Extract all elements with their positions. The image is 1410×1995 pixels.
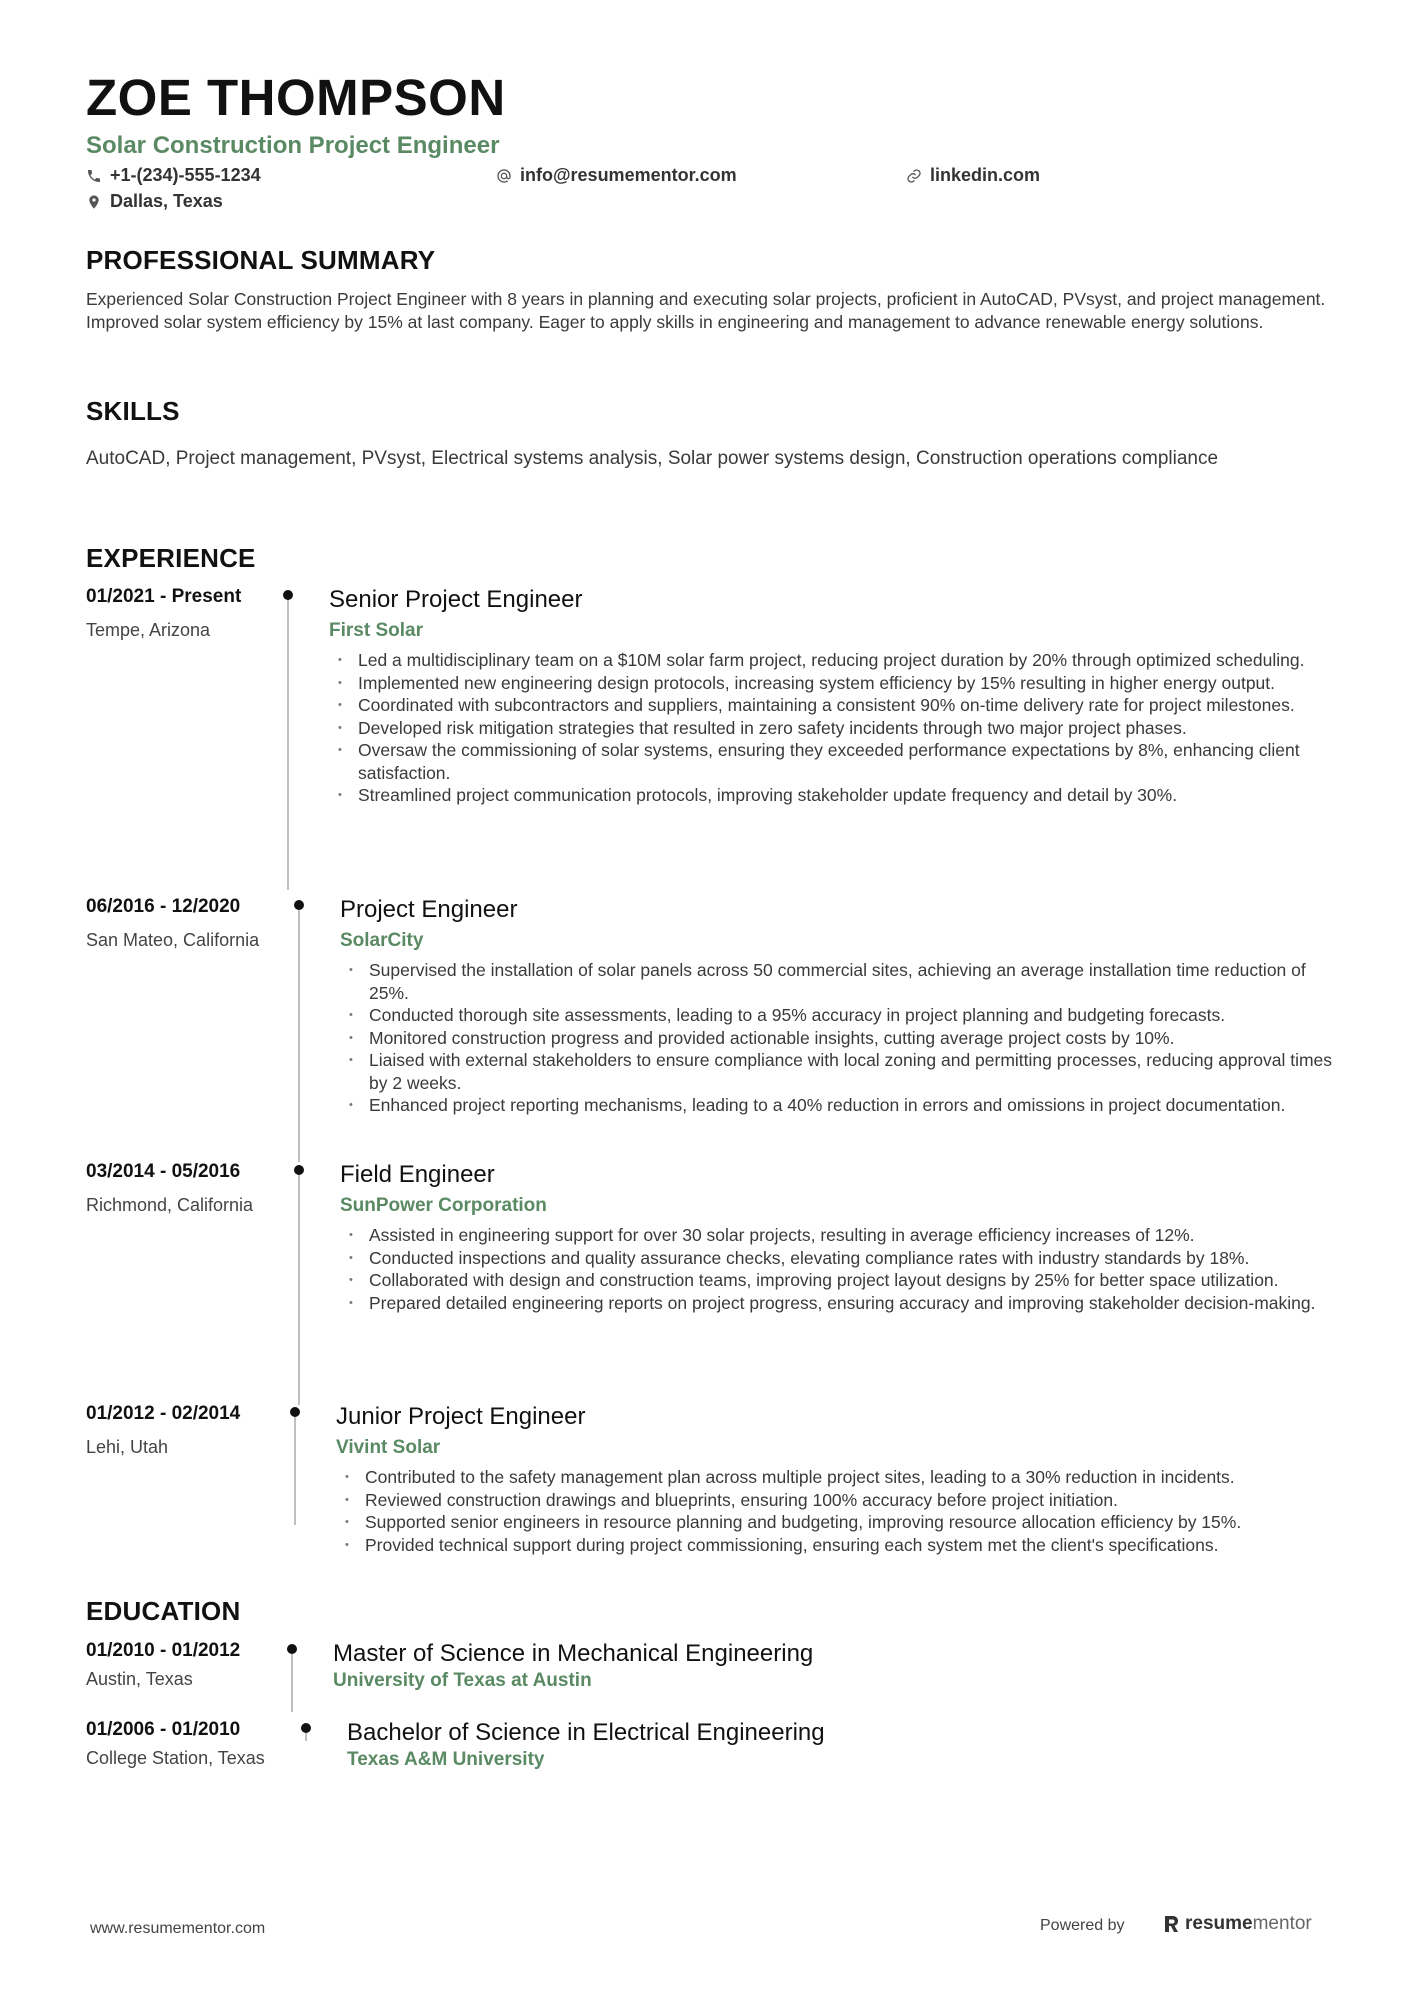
- edu-degree: Bachelor of Science in Electrical Engineering: [347, 1719, 825, 1746]
- job-bullet: • Liaised with external stakeholders to ensure compliance with local zoning and permitting processes, reducing approval times by 2 weeks.: [347, 1049, 1347, 1094]
- timeline-dot: [283, 590, 293, 600]
- job-bullet: • Provided technical support during project commissioning, ensuring each system met the client's specifications.: [343, 1534, 1363, 1557]
- location-text: Dallas, Texas: [110, 191, 223, 211]
- job-bullet: • Collaborated with design and construction teams, improving project layout designs by 25% for better space utilization.: [347, 1269, 1347, 1292]
- summary-heading: PROFESSIONAL SUMMARY: [86, 245, 436, 275]
- job-bullets: [336, 649, 1336, 807]
- job-company: Vivint Solar: [336, 1437, 441, 1458]
- timeline-line: [287, 600, 289, 890]
- email-text: info@resumementor.com: [520, 165, 737, 185]
- timeline-dot: [294, 1165, 304, 1175]
- link-icon: [906, 168, 922, 184]
- job-company: SolarCity: [340, 930, 424, 951]
- job-bullet: • Supervised the installation of solar panels across 50 commercial sites, achieving an average installation time reduction of 25%.: [347, 959, 1347, 1004]
- timeline-line: [298, 910, 300, 1162]
- job-bullet: • Assisted in engineering support for over 30 solar projects, resulting in average efficiency increases of 12%.: [347, 1224, 1347, 1247]
- footer-powered-by: Powered by: [1040, 1917, 1125, 1934]
- timeline-dot: [290, 1407, 300, 1417]
- job-bullet: • Developed risk mitigation strategies that resulted in zero safety incidents through two major project phases.: [336, 717, 1336, 740]
- job-title: Senior Project Engineer: [329, 586, 583, 613]
- job-bullet: • Streamlined project communication protocols, improving stakeholder update frequency and detail by 30%.: [336, 784, 1336, 807]
- brand-name-bold: resume: [1185, 1913, 1253, 1934]
- footer-brand-logo[interactable]: [1163, 1913, 1312, 1935]
- job-bullets: [347, 1224, 1347, 1314]
- contact-linkedin[interactable]: [906, 165, 1040, 186]
- job-bullet: • Coordinated with subcontractors and suppliers, maintaining a consistent 90% on-time delivery rate for project milestones.: [336, 694, 1336, 717]
- job-company: SunPower Corporation: [340, 1195, 547, 1216]
- job-dates: 06/2016 - 12/2020: [86, 896, 241, 917]
- job-bullet: • Implemented new engineering design protocols, increasing system efficiency by 15% resulting in higher energy output.: [336, 672, 1336, 695]
- brand-name-light: mentor: [1252, 1913, 1312, 1934]
- job-title: Field Engineer: [340, 1161, 495, 1188]
- job-bullet: • Reviewed construction drawings and blueprints, ensuring 100% accuracy before project initiation.: [343, 1489, 1363, 1512]
- job-dates: 03/2014 - 05/2016: [86, 1161, 241, 1182]
- job-title: Project Engineer: [340, 896, 518, 923]
- edu-school: Texas A&M University: [347, 1749, 545, 1770]
- job-title: Junior Project Engineer: [336, 1403, 586, 1430]
- candidate-name: ZOE THOMPSON: [86, 69, 506, 126]
- contact-email[interactable]: [496, 165, 737, 186]
- edu-dates: 01/2010 - 01/2012: [86, 1640, 241, 1661]
- footer-website-link[interactable]: www.resumementor.com: [90, 1920, 266, 1937]
- job-location: Richmond, California: [86, 1195, 254, 1215]
- job-dates: 01/2021 - Present: [86, 586, 242, 607]
- experience-heading: EXPERIENCE: [86, 543, 256, 573]
- job-bullet: • Monitored construction progress and provided actionable insights, cutting average project costs by 10%.: [347, 1027, 1347, 1050]
- at-icon: [496, 168, 512, 184]
- edu-dates: 01/2006 - 01/2010: [86, 1719, 241, 1740]
- phone-icon: [86, 168, 102, 184]
- job-dates: 01/2012 - 02/2014: [86, 1403, 241, 1424]
- education-heading: EDUCATION: [86, 1596, 241, 1626]
- timeline-dot: [301, 1723, 311, 1733]
- job-bullet: • Contributed to the safety management plan across multiple project sites, leading to a 30% reduction in incidents.: [343, 1466, 1363, 1489]
- timeline-line: [291, 1654, 293, 1712]
- location-pin-icon: [86, 194, 102, 210]
- job-bullet: • Supported senior engineers in resource planning and budgeting, improving resource allocation efficiency by 15%.: [343, 1511, 1363, 1534]
- job-bullets: [343, 1466, 1363, 1556]
- job-bullet: • Conducted thorough site assessments, leading to a 95% accuracy in project planning and budgeting forecasts.: [347, 1004, 1347, 1027]
- job-company: First Solar: [329, 620, 423, 641]
- edu-location: College Station, Texas: [86, 1748, 265, 1768]
- job-bullets: [347, 959, 1347, 1117]
- job-location: Lehi, Utah: [86, 1437, 169, 1457]
- job-bullet: • Prepared detailed engineering reports on project progress, ensuring accuracy and improving stakeholder decision-making.: [347, 1292, 1347, 1315]
- timeline-dot: [294, 900, 304, 910]
- contact-phone: [86, 165, 261, 186]
- job-bullet: • Enhanced project reporting mechanisms, leading to a 40% reduction in errors and omissions in project documentation.: [347, 1094, 1347, 1117]
- edu-school: University of Texas at Austin: [333, 1670, 592, 1691]
- edu-location: Austin, Texas: [86, 1669, 193, 1689]
- job-location: Tempe, Arizona: [86, 620, 211, 640]
- job-location: San Mateo, California: [86, 930, 260, 950]
- job-bullet: • Conducted inspections and quality assurance checks, elevating compliance rates with industry standards by 18%.: [347, 1247, 1347, 1270]
- phone-text: +1-(234)-555-1234: [110, 165, 261, 185]
- timeline-line: [298, 1175, 300, 1405]
- job-bullet: • Led a multidisciplinary team on a $10M solar farm project, reducing project duration by 20% through optimized scheduling.: [336, 649, 1336, 672]
- summary-text: Experienced Solar Construction Project Engineer with 8 years in planning and executing solar projects, proficient in AutoCAD, PVsyst, and project management. Improved solar system efficiency by 15% at last company. Eager to apply skills in engineering and management to advance renewable energy solutions.: [86, 289, 1326, 332]
- timeline-dot: [287, 1644, 297, 1654]
- timeline-line: [305, 1733, 307, 1741]
- job-bullet: • Oversaw the commissioning of solar systems, ensuring they exceeded performance expectations by 8%, enhancing client satisfaction.: [336, 739, 1336, 784]
- linkedin-text: linkedin.com: [930, 165, 1041, 185]
- skills-heading: SKILLS: [86, 396, 180, 426]
- timeline-line: [294, 1417, 296, 1525]
- resumementor-logo-icon: [1163, 1915, 1179, 1933]
- contact-location: [86, 191, 223, 212]
- skills-text: AutoCAD, Project management, PVsyst, Electrical systems analysis, Solar power systems design, Construction operations compliance: [86, 448, 1219, 469]
- candidate-role: Solar Construction Project Engineer: [86, 132, 500, 159]
- edu-degree: Master of Science in Mechanical Engineering: [333, 1640, 814, 1667]
